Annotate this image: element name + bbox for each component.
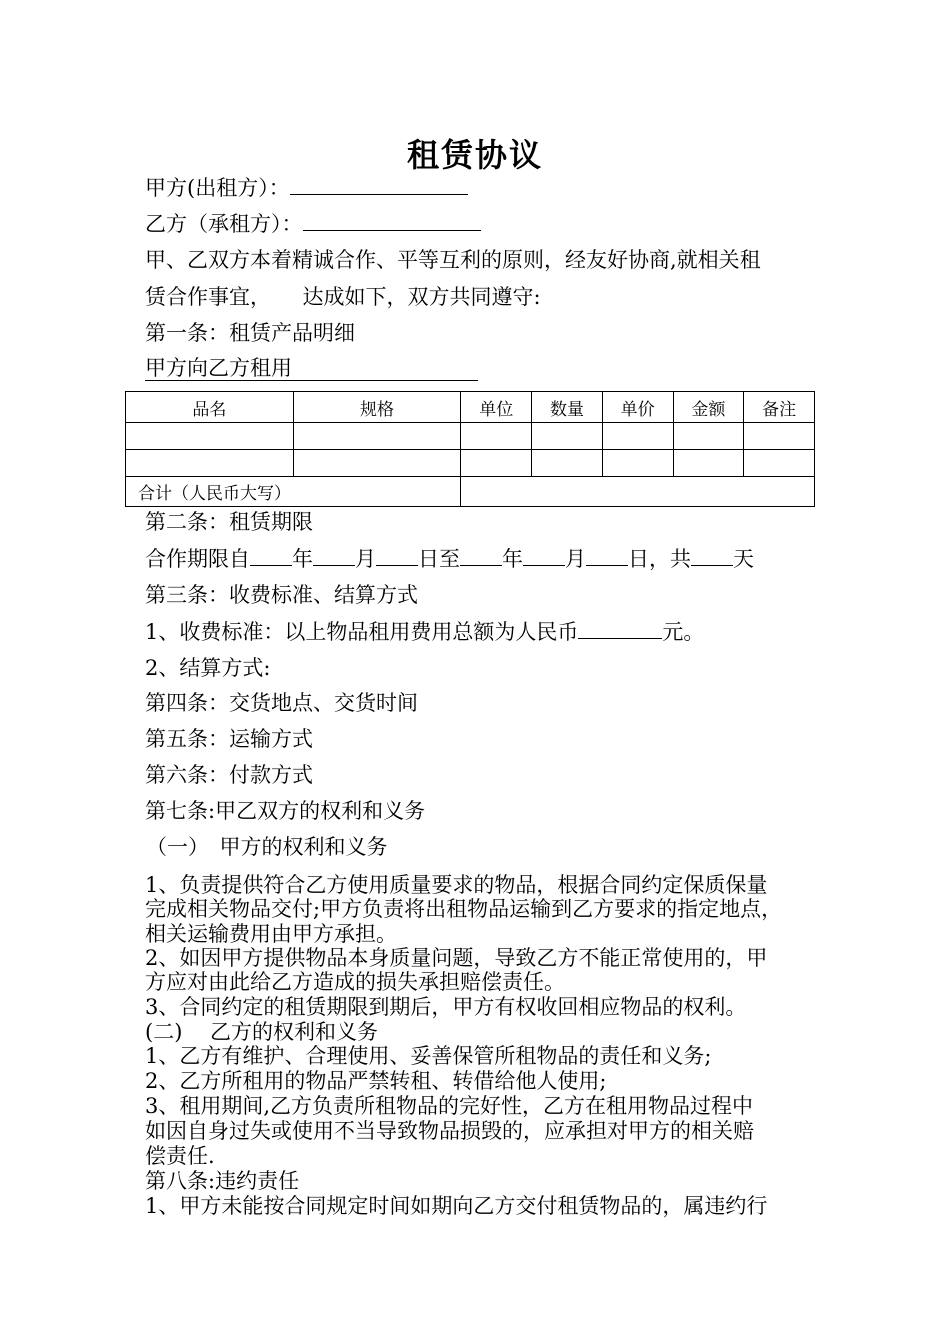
- fee-prefix: 1、收费标准：以上物品租用费用总额为人民币: [145, 620, 579, 644]
- col-spec: 规格: [293, 392, 461, 423]
- party-a-label: 甲方(出租方）：: [145, 176, 290, 200]
- table-cell[interactable]: [293, 450, 461, 477]
- table-cell[interactable]: [602, 423, 673, 450]
- day-to-label: 日至: [418, 547, 460, 571]
- month-label: 月: [565, 547, 586, 571]
- table-cell[interactable]: [744, 450, 815, 477]
- total-label: 合计（人民币大写）: [126, 477, 461, 507]
- party-a-blank[interactable]: [290, 176, 468, 195]
- party-a-line: [145, 176, 468, 200]
- total-days-blank[interactable]: [691, 547, 733, 566]
- table-header-row: [126, 392, 815, 423]
- table-cell[interactable]: [461, 450, 532, 477]
- table-total-row: [126, 477, 815, 507]
- total-value-cell[interactable]: [461, 477, 815, 507]
- year-label: 年: [502, 547, 523, 571]
- article-8-line-1: 1、甲方未能按合同规定时间如期向乙方交付租赁物品的，属违约行: [145, 1194, 768, 1218]
- table-cell[interactable]: [461, 423, 532, 450]
- end-day-blank[interactable]: [586, 547, 628, 566]
- party-b-blank[interactable]: [303, 212, 481, 231]
- article-7-title: 第七条:甲乙双方的权利和义务: [145, 799, 426, 823]
- col-amount: 金额: [673, 392, 744, 423]
- article-8-title: 第八条:违约责任: [145, 1169, 300, 1193]
- table-cell[interactable]: [532, 450, 603, 477]
- table-cell[interactable]: [126, 423, 294, 450]
- section-a-line-1: 1、负责提供符合乙方使用质量要求的物品，根据合同约定保质保量: [145, 873, 768, 897]
- table-cell[interactable]: [532, 423, 603, 450]
- year-label: 年: [292, 547, 313, 571]
- article-6-title: 第六条：付款方式: [145, 763, 313, 787]
- article-1-subtitle: [145, 356, 478, 381]
- section-a-line-3: 相关运输费用由甲方承担。: [145, 922, 397, 946]
- article-3-title: 第三条：收费标准、结算方式: [145, 583, 418, 607]
- article-2-title: 第二条：租赁期限: [145, 510, 313, 534]
- section-b-line-1: 1、乙方有维护、合理使用、妥善保管所租物品的责任和义务;: [145, 1044, 712, 1068]
- col-qty: 数量: [532, 392, 603, 423]
- start-year-blank[interactable]: [250, 547, 292, 566]
- intro-line-2: 赁合作事宜， 达成如下，双方共同遵守:: [145, 285, 541, 309]
- section-b-line-2: 2、乙方所租用的物品严禁转租、转借给他人使用;: [145, 1069, 607, 1093]
- fee-amount-blank[interactable]: [578, 620, 662, 639]
- document-title: 租赁协议: [406, 136, 543, 174]
- product-table: [125, 391, 815, 507]
- days-label: 天: [733, 547, 754, 571]
- table-row: [126, 423, 815, 450]
- article-5-title: 第五条：运输方式: [145, 727, 313, 751]
- section-a-line-5: 方应对由此给乙方造成的损失承担赔偿责任。: [145, 970, 565, 994]
- col-price: 单价: [602, 392, 673, 423]
- section-a-line-6: 3、合同约定的租赁期限到期后，甲方有权收回相应物品的权利。: [145, 995, 747, 1019]
- start-month-blank[interactable]: [313, 547, 355, 566]
- article-1-title: 第一条：租赁产品明细: [145, 321, 355, 345]
- table-cell[interactable]: [602, 450, 673, 477]
- section-a-title: （一） 甲方的权利和义务: [146, 835, 388, 859]
- section-b-line-3: 3、租用期间,乙方负责所租物品的完好性，乙方在租用物品过程中: [145, 1094, 754, 1118]
- table-cell[interactable]: [293, 423, 461, 450]
- table-cell[interactable]: [673, 423, 744, 450]
- day-total-label: 日，共: [628, 547, 691, 571]
- end-year-blank[interactable]: [460, 547, 502, 566]
- section-b-line-4: 如因自身过失或使用不当导致物品损毁的，应承担对甲方的相关赔: [145, 1119, 754, 1143]
- period-line: [145, 547, 754, 571]
- party-b-label: 乙方（承租方）：: [145, 212, 303, 236]
- start-day-blank[interactable]: [376, 547, 418, 566]
- article-4-title: 第四条：交货地点、交货时间: [145, 691, 418, 715]
- fee-line: [145, 620, 704, 644]
- col-remark: 备注: [744, 392, 815, 423]
- section-b-title: (二) 乙方的权利和义务: [145, 1020, 379, 1044]
- fee-suffix: 元。: [662, 620, 705, 644]
- lease-intro: 甲方向乙方租用: [145, 356, 478, 381]
- table-row: [126, 450, 815, 477]
- end-month-blank[interactable]: [523, 547, 565, 566]
- col-unit: 单位: [461, 392, 532, 423]
- settlement-line: 2、结算方式:: [145, 656, 271, 680]
- table-cell[interactable]: [673, 450, 744, 477]
- month-label: 月: [355, 547, 376, 571]
- table-cell[interactable]: [126, 450, 294, 477]
- party-b-line: [145, 212, 481, 236]
- section-a-line-2: 完成相关物品交付;甲方负责将出租物品运输到乙方要求的指定地点，: [145, 897, 783, 921]
- col-name: 品名: [126, 392, 294, 423]
- period-prefix: 合作期限自: [145, 547, 250, 571]
- section-a-line-4: 2、如因甲方提供物品本身质量问题，导致乙方不能正常使用的，甲: [145, 946, 768, 970]
- intro-line-1: 甲、乙双方本着精诚合作、平等互利的原则，经友好协商,就相关租: [145, 248, 761, 272]
- table-cell[interactable]: [744, 423, 815, 450]
- section-b-line-5: 偿责任.: [145, 1144, 215, 1168]
